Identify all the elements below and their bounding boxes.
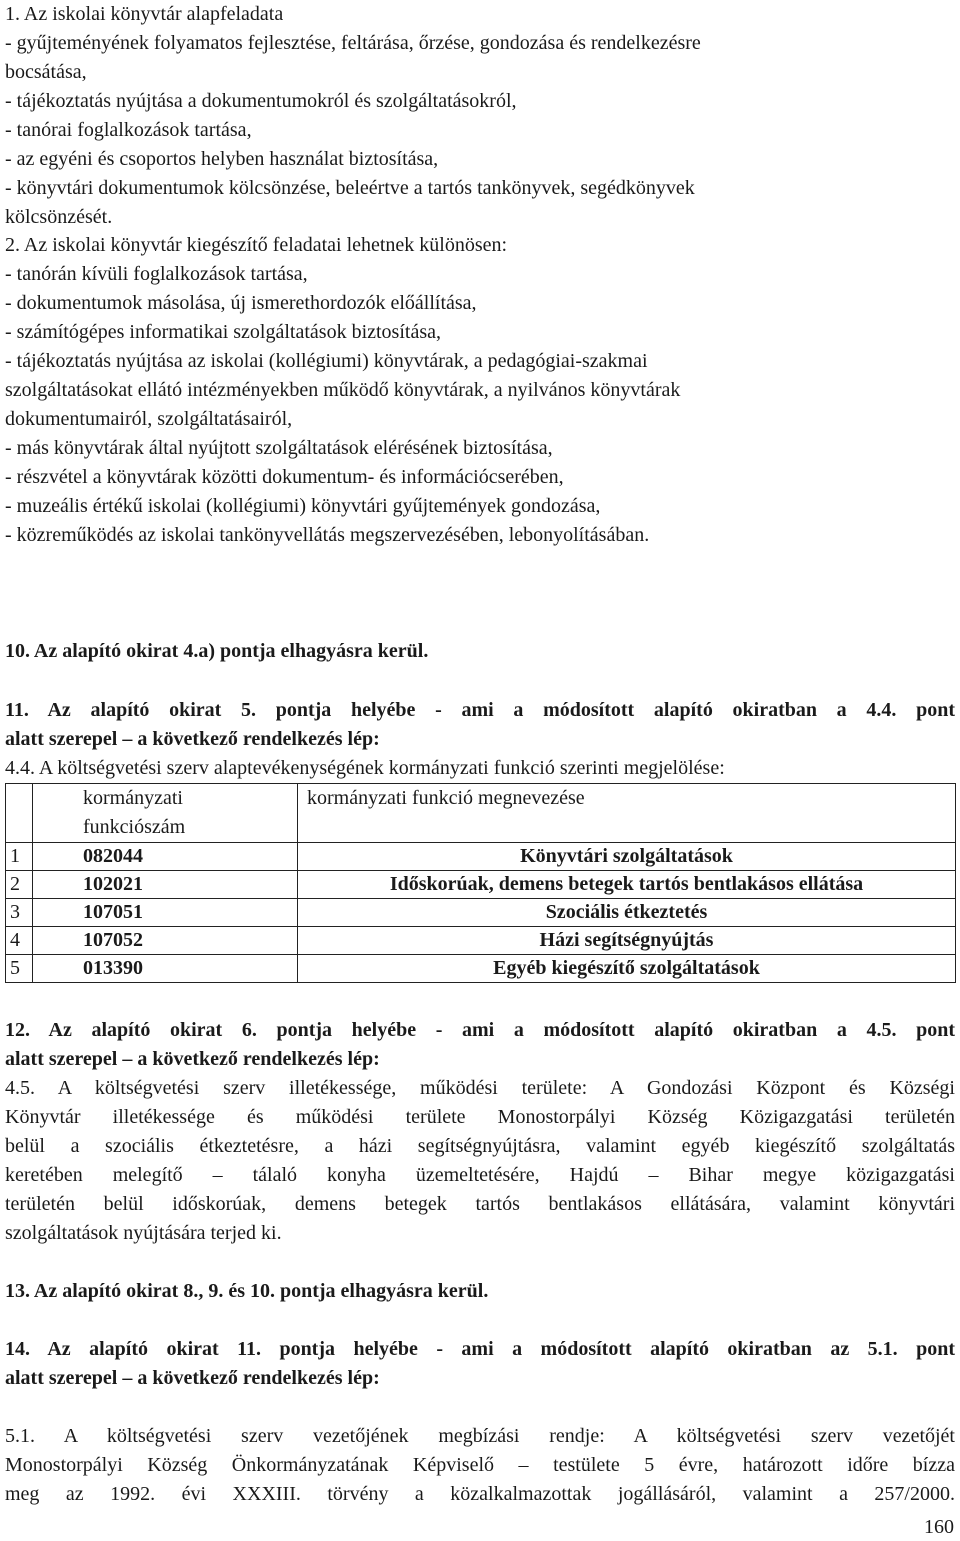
heading-13: 13. Az alapító okirat 8., 9. és 10. pontja elhagyásra kerül. xyxy=(5,1280,489,1302)
table-row xyxy=(6,955,956,983)
row-code: 102021 xyxy=(33,871,298,899)
paragraph-5-1 xyxy=(5,1422,955,1509)
section-2-line: szolgáltatásokat ellátó intézményekben működő könyvtárak, a nyilvános könyvtárak xyxy=(5,379,681,401)
row-name: Szociális étkeztetés xyxy=(298,899,956,927)
section-1-line: bocsátása, xyxy=(5,61,87,83)
row-code: 107051 xyxy=(33,899,298,927)
row-code: 013390 xyxy=(33,955,298,983)
heading-14-line1: 14. Az alapító okirat 11. pontja helyébe - ami a módosított alapító okiratban az 5.1. pont xyxy=(5,1338,955,1360)
paragraph-5-1-line: 5.1. A költségvetési szerv vezetőjének megbízási rendje: A költségvetési szerv vezetőjét xyxy=(5,1425,955,1447)
heading-12-line2: alatt szerepel – a következő rendelkezés lép: xyxy=(5,1048,380,1070)
heading-10: 10. Az alapító okirat 4.a) pontja elhagyásra kerül. xyxy=(5,640,429,662)
paragraph-4-4: 4.4. A költségvetési szerv alaptevékenységének kormányzati funkció szerinti megjelölése: xyxy=(5,757,725,779)
heading-12 xyxy=(5,1016,955,1074)
paragraph-4-5-line: Könyvtár illetékessége és működési területe Monostorpályi Község Közigazgatási területén xyxy=(5,1106,955,1128)
section-1-line: - könyvtári dokumentumok kölcsönzése, beleértve a tartós tankönyvek, segédkönyvek xyxy=(5,177,695,199)
table-row xyxy=(6,899,956,927)
header-num-cell xyxy=(6,784,33,843)
paragraph-4-5-last-line: szolgáltatások nyújtására terjed ki. xyxy=(5,1222,282,1244)
row-name: Egyéb kiegészítő szolgáltatások xyxy=(298,955,956,983)
row-code: 107052 xyxy=(33,927,298,955)
section-2-line: dokumentumairól, szolgáltatásairól, xyxy=(5,408,293,430)
section-2-line: - tanórán kívüli foglalkozások tartása, xyxy=(5,263,308,285)
paragraph-4-5-line: 4.5. A költségvetési szerv illetékessége, működési területe: A Gondozási Központ és Községi xyxy=(5,1077,955,1099)
table-row xyxy=(6,927,956,955)
row-num: 5 xyxy=(6,955,33,983)
heading-11-line1: 11. Az alapító okirat 5. pontja helyébe - ami a módosított alapító okiratban a 4.4. pont xyxy=(5,699,955,721)
section-1 xyxy=(5,0,701,232)
row-name: Időskorúak, demens betegek tartós bentlakásos ellátása xyxy=(298,871,956,899)
paragraph-4-5-line: keretében melegítő – tálaló konyha üzemeltetésére, Hajdú – Bihar megye közigazgatási xyxy=(5,1164,955,1186)
function-table xyxy=(5,783,956,983)
header-code-line1: kormányzati xyxy=(83,787,183,809)
row-num: 3 xyxy=(6,899,33,927)
header-code-cell xyxy=(33,784,298,843)
section-1-line: - tanórai foglalkozások tartása, xyxy=(5,119,252,141)
section-2-line: - tájékoztatás nyújtása az iskolai (kollégiumi) könyvtárak, a pedagógiai-szakmai xyxy=(5,350,648,372)
heading-11-line2: alatt szerepel – a következő rendelkezés lép: xyxy=(5,728,380,750)
row-code: 082044 xyxy=(33,843,298,871)
section-2-line: - számítógépes informatikai szolgáltatások biztosítása, xyxy=(5,321,441,343)
page-number: 160 xyxy=(924,1516,954,1538)
section-1-line: - tájékoztatás nyújtása a dokumentumokról és szolgáltatásokról, xyxy=(5,90,517,112)
section-2 xyxy=(5,231,680,550)
heading-14-line2: alatt szerepel – a következő rendelkezés lép: xyxy=(5,1367,380,1389)
section-1-line: kölcsönzését. xyxy=(5,206,113,228)
paragraph-4-5 xyxy=(5,1074,955,1248)
paragraph-4-5-line: belül a szociális étkeztetésre, a házi segítségnyújtásra, valamint egyéb kiegészítő szolgáltatás xyxy=(5,1135,955,1157)
table-row xyxy=(6,843,956,871)
paragraph-5-1-line: Monostorpályi Község Önkormányzatának Képviselő – testülete 5 évre, határozott időre bízza xyxy=(5,1454,955,1476)
heading-12-line1: 12. Az alapító okirat 6. pontja helyébe - ami a módosított alapító okiratban a 4.5. pont xyxy=(5,1019,955,1041)
section-1-line: 1. Az iskolai könyvtár alapfeladata xyxy=(5,3,284,25)
section-2-line: - dokumentumok másolása, új ismerethordozók előállítása, xyxy=(5,292,477,314)
table-header-row xyxy=(6,784,956,843)
section-2-line: - közreműködés az iskolai tankönyvellátás megszervezésében, lebonyolításában. xyxy=(5,524,650,546)
row-num: 1 xyxy=(6,843,33,871)
section-1-line: - az egyéni és csoportos helyben használat biztosítása, xyxy=(5,148,439,170)
heading-11 xyxy=(5,696,955,783)
section-2-line: - muzeális értékű iskolai (kollégiumi) könyvtári gyűjtemények gondozása, xyxy=(5,495,601,517)
section-2-line: - más könyvtárak által nyújtott szolgáltatások elérésének biztosítása, xyxy=(5,437,553,459)
paragraph-4-5-line: területén belül időskorúak, demens betegek tartós bentlakásos ellátására, valamint könyvtári xyxy=(5,1193,955,1215)
paragraph-5-1-line: meg az 1992. évi XXXIII. törvény a közalkalmazottak jogállásáról, valamint a 257/2000. xyxy=(5,1483,955,1505)
section-2-line: - részvétel a könyvtárak közötti dokumentum- és információcserében, xyxy=(5,466,564,488)
row-name: Házi segítségnyújtás xyxy=(298,927,956,955)
row-num: 4 xyxy=(6,927,33,955)
row-name: Könyvtári szolgáltatások xyxy=(298,843,956,871)
section-2-line: 2. Az iskolai könyvtár kiegészítő feladatai lehetnek különösen: xyxy=(5,234,508,256)
table-row xyxy=(6,871,956,899)
heading-14 xyxy=(5,1335,955,1393)
row-num: 2 xyxy=(6,871,33,899)
section-1-line: - gyűjteményének folyamatos fejlesztése, feltárása, őrzése, gondozása és rendelkezésre xyxy=(5,32,701,54)
header-name-cell: kormányzati funkció megnevezése xyxy=(298,784,956,843)
header-code-line2: funkciószám xyxy=(83,816,186,838)
